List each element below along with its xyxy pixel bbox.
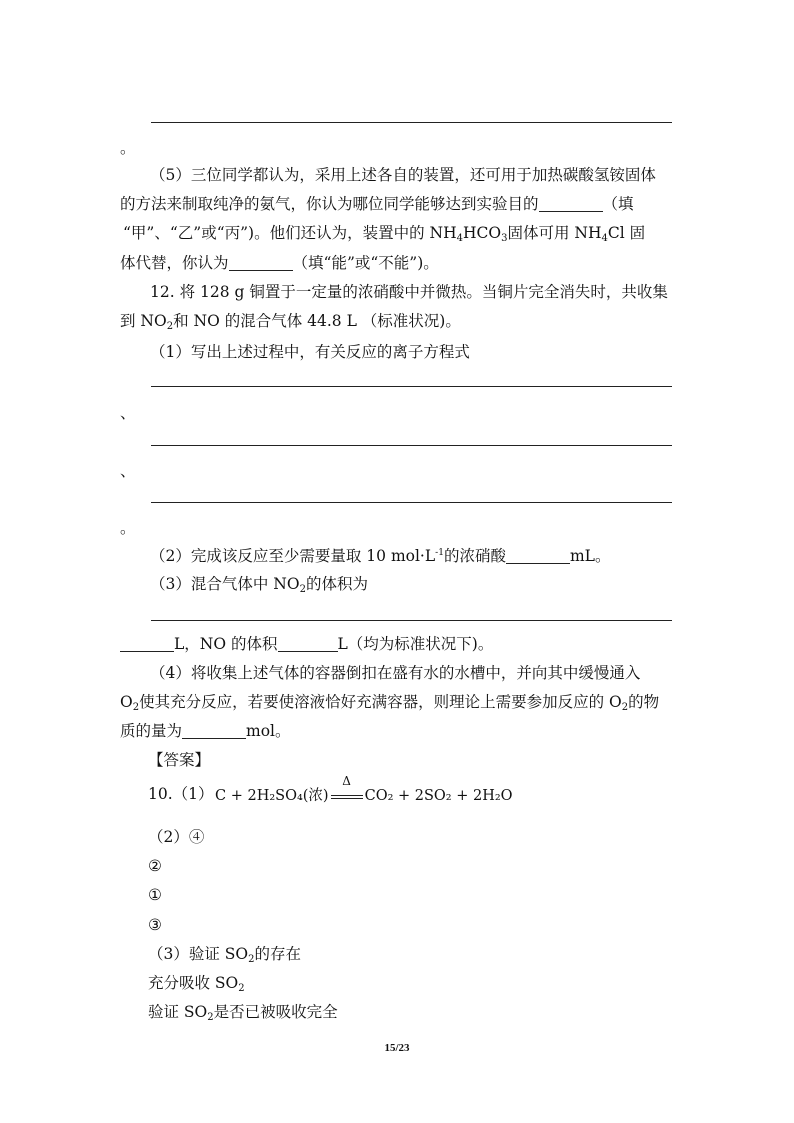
fill-blank[interactable]	[278, 635, 338, 652]
q12-line1: 12. 将 128 g 铜置于一定量的浓硝酸中并微热。当铜片完全消失时，共收集	[150, 283, 668, 301]
q12-sub4-line2: $O_2$使其充分反应，若要使溶液恰好充满容器，则理论上需要参加反应的 $O_2$的物	[120, 693, 660, 713]
fill-blank[interactable]	[229, 254, 293, 271]
answer-2-b: ②	[148, 857, 162, 875]
fill-blank[interactable]	[506, 547, 570, 564]
q12-line2: 到 $NO_2$和 NO 的混合气体 44.8 L （标准状况)。	[120, 312, 461, 332]
answer-2-d: ③	[148, 916, 162, 934]
answer-2: （2）④	[148, 828, 205, 846]
answer-line	[151, 620, 672, 621]
q5-line2: 的方法来制取纯净的氨气，你认为哪位同学能够达到实验目的 （填	[120, 195, 634, 213]
q5-line3: “甲”、“乙”或“丙”)。他们还认为，装置中的 $NH_4HCO_3$固体可用 $NH_4Cl$ 固	[123, 224, 646, 244]
answer-line	[151, 386, 672, 387]
reaction-equation: C + 2H₂SO₄(浓) Δ CO₂ + 2SO₂ + 2H₂O	[215, 774, 513, 804]
heat-arrow-icon: Δ	[329, 786, 365, 806]
page-number: 15/23	[384, 1042, 410, 1054]
q12-sub1: （1）写出上述过程中，有关反应的离子方程式	[150, 343, 470, 361]
answer-line	[151, 122, 672, 123]
period-mark: 。	[120, 139, 136, 157]
q12-sub4-line3: 质的量为 mol。	[120, 722, 291, 740]
q5-line4: 体代替，你认为 （填“能”或“不能”)。	[120, 254, 439, 272]
fill-blank[interactable]	[182, 722, 246, 739]
answer-2-c: ①	[148, 886, 162, 904]
period-mark: 。	[120, 519, 136, 537]
separator-comma: 、	[120, 404, 136, 422]
q12-sub3-line2: L，NO 的体积 L（均为标准状况下)。	[120, 632, 493, 656]
answer-10-label: 10.（1）	[148, 785, 214, 803]
answer-3-b: 充分吸收 $SO_2$	[148, 974, 245, 994]
answer-line	[151, 445, 672, 446]
separator-comma: 、	[120, 462, 136, 480]
q12-sub3: （3）混合气体中 $NO_2$的体积为	[150, 575, 368, 595]
q5-line1: （5）三位同学都认为，采用上述各自的装置，还可用于加热碳酸氢铵固体	[150, 166, 656, 184]
fill-blank[interactable]	[539, 195, 603, 212]
fill-blank[interactable]	[120, 635, 174, 652]
q12-sub4-line1: （4）将收集上述气体的容器倒扣在盛有水的水槽中，并向其中缓慢通入	[150, 664, 641, 682]
answer-line	[151, 502, 672, 503]
answer-heading: 【答案】	[148, 751, 211, 769]
answer-3-c: 验证 $SO_2$是否已被吸收完全	[148, 1003, 338, 1023]
q12-sub2: （2）完成该反应至少需要量取 10 $mol\cdot L^{-1}$的浓硝酸 mL。	[150, 547, 611, 565]
answer-3-a: （3）验证 $SO_2$的存在	[148, 945, 302, 965]
